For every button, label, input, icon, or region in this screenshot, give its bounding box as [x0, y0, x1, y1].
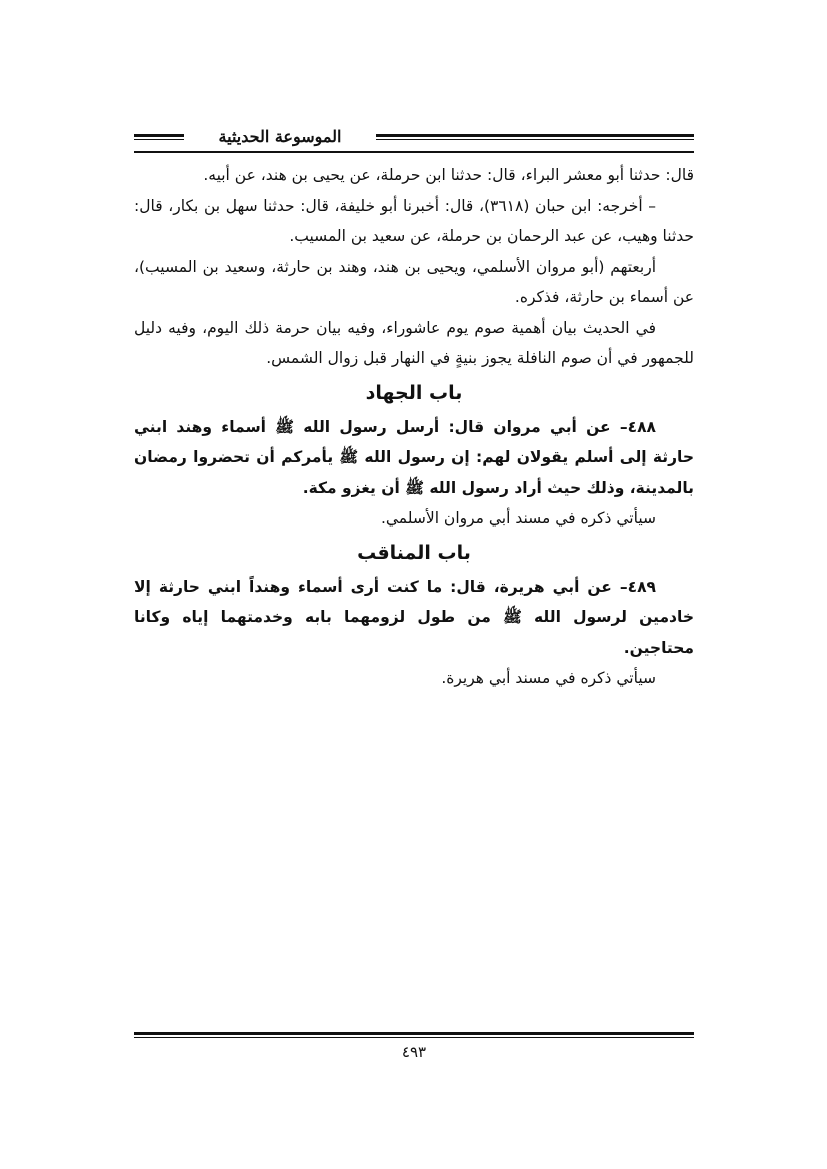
- hadith-489-note: سيأتي ذكره في مسند أبي هريرة.: [441, 669, 656, 687]
- section-title-manaqib: باب المناقب: [357, 541, 471, 564]
- section-title-jihad: باب الجهاد: [365, 381, 463, 404]
- paragraph-narrators: أربعتهم (أبو مروان الأسلمي، ويحيى بن هند، وهند بن حارثة، وسعيد بن المسيب)، عن أسماء بن حارثة، فذكره.: [134, 257, 694, 306]
- page-body: [134, 160, 694, 694]
- header-rule-left: [134, 134, 184, 140]
- footer-rule: [134, 1032, 694, 1038]
- paragraph-commentary: في الحديث بيان أهمية صوم يوم عاشوراء، وفيه بيان حرمة ذلك اليوم، وفيه دليل للجمهور في أن صوم النافلة يجوز بنيةٍ في النهار قبل زوال الشمس.: [134, 318, 694, 367]
- header-rule-right: [376, 134, 694, 140]
- header-title: الموسوعة الحديثية: [218, 127, 342, 146]
- paragraph-isnad: قال: حدثنا أبو معشر البراء، قال: حدثنا ابن حرملة، عن يحيى بن هند، عن أبيه.: [203, 166, 694, 184]
- hadith-488: ٤٨٨– عن أبي مروان قال: أرسل رسول الله ﷺ أسماء وهند ابني حارثة إلى أسلم يقولان لهم: إن رسول الله ﷺ يأمركم أن تحضروا رمضان بالمدينة، وذلك حيث أراد رسول الله ﷺ أن يغزو مكة.: [134, 417, 694, 497]
- header-underline: [134, 151, 694, 153]
- hadith-488-note: سيأتي ذكره في مسند أبي مروان الأسلمي.: [380, 509, 656, 527]
- paragraph-takhrij: – أخرجه: ابن حبان (٣٦١٨)، قال: أخبرنا أبو خليفة، قال: حدثنا سهل بن بكار، قال: حدثنا وهيب، عن عبد الرحمان بن حرملة، عن سعيد بن المسيب.: [134, 196, 694, 245]
- page-number: ٤٩٣: [401, 1043, 427, 1061]
- running-header: [134, 124, 694, 152]
- hadith-489: ٤٨٩– عن أبي هريرة، قال: ما كنت أرى أسماء وهنداً ابني حارثة إلا خادمين لرسول الله ﷺ من طول لزومهما بابه وخدمتهما إياه وكانا محتاجين.: [134, 577, 694, 657]
